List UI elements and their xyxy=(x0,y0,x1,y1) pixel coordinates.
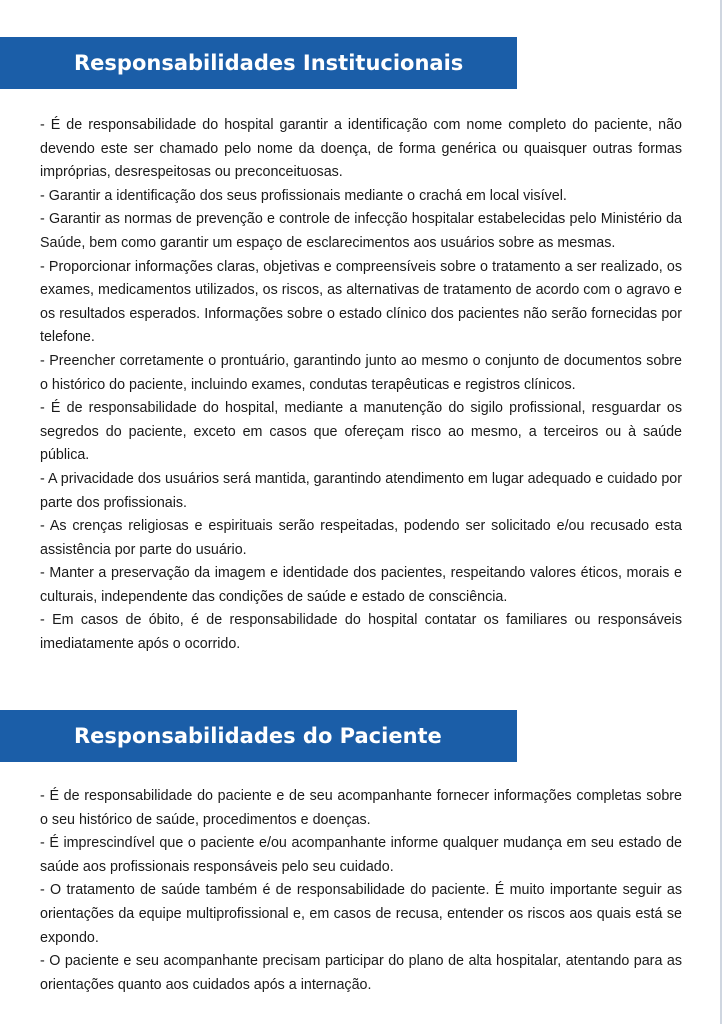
paragraph: - Proporcionar informações claras, objetivas e compreensíveis sobre o tratamento a ser realizado, os exames, medicamentos utilizados, os riscos, as alternativas de tratamento de acordo com o agravo e os resultados esperados. Informações sobre o estado clínico dos pacientes não serão fornecidas por telefone. xyxy=(40,258,682,346)
section-body-paciente xyxy=(40,785,682,997)
paragraph: - O tratamento de saúde também é de responsabilidade do paciente. É muito importante seguir as orientações da equipe multiprofissional e, em casos de recusa, entender os riscos aos quais está se expondo. xyxy=(40,882,682,946)
paragraph: - Garantir as normas de prevenção e controle de infecção hospitalar estabelecidas pelo Ministério da Saúde, bem como garantir um espaço de esclarecimentos aos usuários sobre as mesmas. xyxy=(40,211,682,251)
paragraph: - A privacidade dos usuários será mantida, garantindo atendimento em lugar adequado e cuidado por parte dos profissionais. xyxy=(40,470,682,511)
paragraph: - É de responsabilidade do hospital garantir a identificação com nome completo do paciente, não devendo este ser chamado pelo nome da doença, de forma genérica ou quaisquer outras formas impróprias, desrespeitosas ou preconceituosas. xyxy=(40,117,682,181)
paragraph: - É de responsabilidade do paciente e de seu acompanhante fornecer informações completas sobre o seu histórico de saúde, procedimentos e doenças. xyxy=(40,788,682,828)
section-body-institucionais xyxy=(40,114,682,657)
section-title-institucionais: Responsabilidades Institucionais xyxy=(0,37,517,89)
paragraph: - É imprescindível que o paciente e/ou acompanhante informe qualquer mudança em seu estado de saúde aos profissionais responsáveis pelo seu cuidado. xyxy=(40,835,682,875)
paragraph: - O paciente e seu acompanhante precisam participar do plano de alta hospitalar, atentando para as orientações quanto aos cuidados após a internação. xyxy=(40,953,682,993)
paragraph: - É de responsabilidade do hospital, mediante a manutenção do sigilo profissional, resguardar os segredos do paciente, exceto em casos que ofereçam risco ao mesmo, a terceiros ou à saúde pública. xyxy=(40,400,682,464)
section-title-paciente: Responsabilidades do Paciente xyxy=(0,710,517,762)
paragraph: - Manter a preservação da imagem e identidade dos pacientes, respeitando valores éticos, morais e culturais, independente das condições de saúde e estado de consciência. xyxy=(40,565,682,605)
paragraph: - Em casos de óbito, é de responsabilidade do hospital contatar os familiares ou responsáveis imediatamente após o ocorrido. xyxy=(40,612,682,653)
paragraph: - As crenças religiosas e espirituais serão respeitadas, podendo ser solicitado e/ou recusado esta assistência por parte do usuário. xyxy=(40,518,682,558)
paragraph: - Preencher corretamente o prontuário, garantindo junto ao mesmo o conjunto de documentos sobre o histórico do paciente, incluindo exames, condutas terapêuticas e registros clínicos. xyxy=(40,352,682,393)
paragraph: - Garantir a identificação dos seus profissionais mediante o crachá em local visível. xyxy=(40,187,567,204)
